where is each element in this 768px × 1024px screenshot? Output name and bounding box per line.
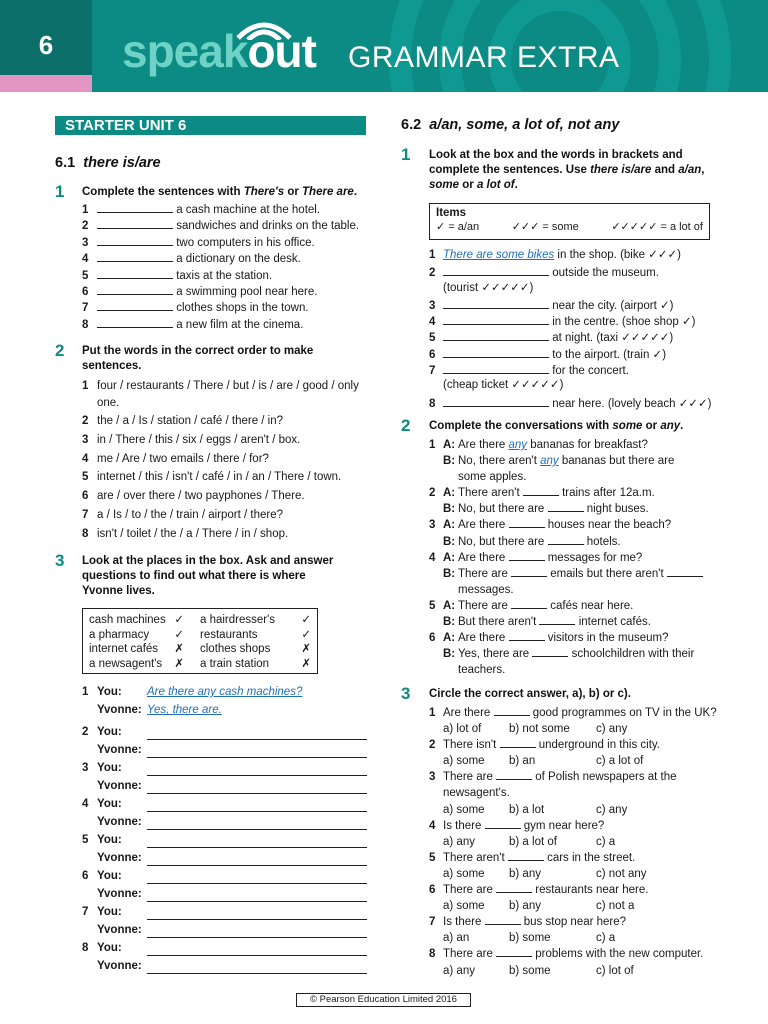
answer-line[interactable]	[147, 855, 367, 866]
subsection-6-2: 6.2 a/an, some, a lot of, not any	[401, 117, 620, 133]
answer-blank[interactable]	[97, 202, 173, 213]
instruction: Put the words in the correct order to make sentences.	[82, 345, 314, 372]
answer-blank[interactable]	[443, 314, 549, 325]
answer-blank[interactable]	[548, 534, 584, 545]
exercise-number: 3	[401, 684, 411, 703]
brand-out: out	[247, 25, 316, 77]
answer-line[interactable]	[147, 873, 367, 884]
answer-line[interactable]	[147, 945, 367, 956]
answer-blank[interactable]	[667, 566, 703, 577]
answer-line[interactable]	[147, 747, 367, 758]
exercise-number: 2	[55, 341, 65, 360]
answer-line[interactable]	[147, 963, 367, 974]
answer-blank[interactable]	[485, 914, 521, 925]
section-title: STARTER UNIT 6	[55, 116, 366, 135]
dialogue-list: 1 You: Are there any cash machines? Yvonne: Yes, there are. 2 You: Yvonne: 3 You: Yvonne: 4 You: Yvonne: 5 You: Yvonne: 6 You: Yvonne: 7 You: Yvonne: 8 You: Yvonne:	[82, 686, 367, 974]
ex1-list: 1 a cash machine at the hotel. 2 sandwiches and drinks on the table. 3 two computers in his office. 4 a dictionary on the desk. 5 taxis at the station. 6 a swimming pool near here. 7 clothes shops in the town. 8 a new film at the cinema.	[82, 204, 360, 331]
answer-blank[interactable]	[509, 550, 545, 561]
mcq-list: 1 Are there good programmes on TV in the UK? a) lot of b) not some c) any 2 There isn't underground in this city. a) some b) an c) a lot of 3 There are of Polish newspapers at the newsagent's. a) some b) a lot c) any 4 Is there gym near here? a) any b) a lot of c) a 5 There aren't cars in the street. a) some b) any c) not any 6 There are restaurants near here. a) some b) any c) not a 7 Is there bus stop near here? a) an b) some c) a 8 There are problems with the new computer. a) any b) some c) lot of	[429, 707, 717, 977]
answer-line[interactable]	[147, 783, 367, 794]
answer-blank[interactable]	[443, 347, 549, 358]
answer-blank[interactable]	[443, 396, 549, 407]
answer-line[interactable]	[147, 909, 367, 920]
answer-blank[interactable]	[509, 630, 545, 641]
answer-blank[interactable]	[496, 946, 532, 957]
page-title: GRAMMAR EXTRA	[348, 41, 620, 74]
answer-line[interactable]	[147, 801, 367, 812]
subsection-6-1: 6.1 there is/are	[55, 155, 161, 171]
instruction: Circle the correct answer, a), b) or c).	[429, 688, 631, 700]
answer-blank[interactable]	[496, 769, 532, 780]
answer-line[interactable]	[147, 837, 367, 848]
pink-strip	[0, 75, 92, 92]
exercise-number: 1	[55, 182, 65, 201]
answer-blank[interactable]	[532, 646, 568, 657]
ex2-list: 1 four / restaurants / There / but / is / are / good / only one. 2 the / a / Is / station / café / there / in? 3 in / There / this / six / eggs / aren't / box. 4 me / Are / two emails / there / for? 5 internet / this / isn't / café / in / an / There / town. 6 are / over there / two payphones / There. 7 a / Is / to / the / train / airport / there? 8 isn't / toilet / the / a / There / in / shop.	[82, 380, 359, 540]
answer-blank[interactable]	[443, 330, 549, 341]
answer-line[interactable]	[147, 891, 367, 902]
answer-blank[interactable]	[97, 218, 173, 229]
unit-number: 6	[38, 30, 54, 60]
answer-line[interactable]	[147, 927, 367, 938]
answer-line[interactable]	[147, 819, 367, 830]
answer-blank[interactable]	[548, 501, 584, 512]
brand-speak: speak	[122, 25, 248, 77]
answer-blank[interactable]	[523, 485, 559, 496]
answer-blank[interactable]	[443, 265, 549, 276]
answer-blank[interactable]	[97, 268, 173, 279]
answer-blank[interactable]	[97, 284, 173, 295]
answer-blank[interactable]	[443, 363, 549, 374]
answer-blank[interactable]	[496, 882, 532, 893]
answer-blank[interactable]	[511, 598, 547, 609]
answer-blank[interactable]	[508, 850, 544, 861]
answer-blank[interactable]	[443, 298, 549, 309]
answer-blank[interactable]	[511, 566, 547, 577]
instruction: Look at the box and the words in brackets and complete the sentences. Use there is/are and a/an, some or a lot of.	[429, 149, 705, 191]
instruction: Look at the places in the box. Ask and answer questions to find out what there is where Yvonne lives.	[82, 555, 334, 597]
answer-blank[interactable]	[539, 614, 575, 625]
exercise-number: 3	[55, 551, 65, 570]
answer-blank[interactable]	[97, 235, 173, 246]
instruction: Complete the sentences with There's or There are.	[82, 186, 358, 198]
exercise-number: 2	[401, 416, 411, 435]
instruction: Complete the conversations with some or any.	[429, 420, 684, 432]
copyright-footer: © Pearson Education Limited 2016	[296, 993, 471, 1007]
answer-blank[interactable]	[509, 517, 545, 528]
conversations: 1 A: Are there any bananas for breakfast? B: No, there aren't any bananas but there are some apples. 2 A: There aren't trains after 12a.m. B: No, but there are night buses. 3 A: Are there houses near the beach? B: No, but there are hotels. 4 A: Are there messages for me? B: There are emails but there aren't messages. 5 A: There are cafés near here. B: But there aren't internet cafés. 6 A: Are there visitors in the museum? B: Yes, there are schoolchildren with their teachers.	[429, 437, 729, 678]
ex1-right-list: 1 There are some bikes in the shop. (bike ✓✓✓) 2 outside the museum. (tourist ✓✓✓✓✓) 3 near the city. (airport ✓) 4 in the centre. (shoe shop ✓) 5 at night. (taxi ✓✓✓✓✓) 6 to the airport. (train ✓) 7 for the concert. (cheap ticket ✓✓✓✓✓) 8 near here. (lovely beach ✓✓✓)	[429, 249, 712, 410]
answer-blank[interactable]	[97, 251, 173, 262]
exercise-number: 1	[401, 145, 411, 164]
answer-blank[interactable]	[485, 818, 521, 829]
speech-waves-icon	[232, 16, 296, 40]
answer-blank[interactable]	[97, 300, 173, 311]
answer-blank[interactable]	[97, 317, 173, 328]
places-box: cash machines ✓ a hairdresser's ✓ a pharmacy ✓ restaurants ✓ internet cafés ✗ clothes shops ✗ a newsagent's ✗ a train station ✗	[82, 608, 318, 674]
answer-line[interactable]	[147, 729, 367, 740]
key-box: Items ✓ = a/an ✓✓✓ = some ✓✓✓✓✓ = a lot of	[429, 203, 710, 240]
answer-blank[interactable]	[500, 737, 536, 748]
answer-line[interactable]	[147, 765, 367, 776]
answer-blank[interactable]	[494, 705, 530, 716]
